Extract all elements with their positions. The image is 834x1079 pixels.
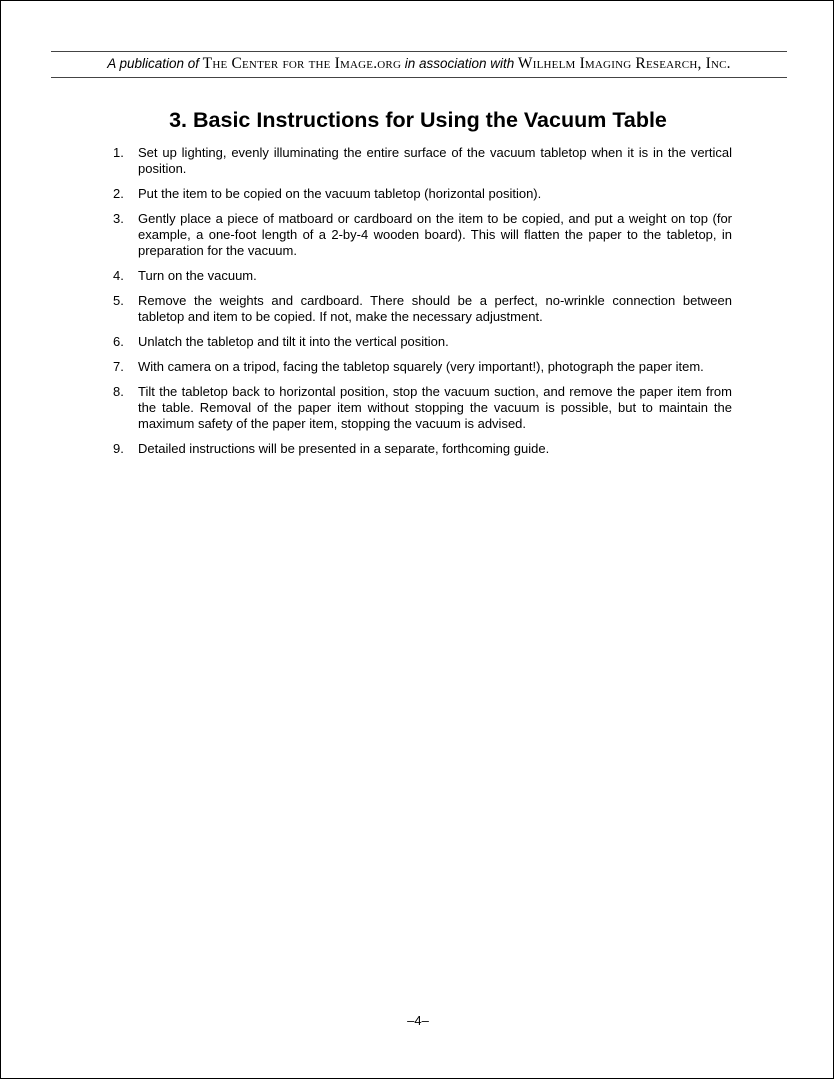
step-text: Put the item to be copied on the vacuum tabletop (horizontal position). [138,186,542,201]
step-text: Detailed instructions will be presented in a separate, forthcoming guide. [138,441,550,456]
header-prefix: A publication of [107,56,200,71]
list-item [105,211,732,259]
list-item [105,441,732,457]
step-number: 2. [113,186,124,201]
list-item [105,359,732,375]
header-org-center-for-image: The Center for the Image.org [202,55,402,72]
list-item [105,145,732,177]
step-number: 7. [113,359,124,374]
step-text: Turn on the vacuum. [138,268,257,283]
instruction-list [105,145,732,466]
step-text: Tilt the tabletop back to horizontal position, stop the vacuum suction, and remove the paper item from the table. Removal of the paper item without stopping the vacuum is possible, but to maintain the maximum safety of the paper item, stopping the vacuum is advised. [138,384,732,431]
step-text: Unlatch the tabletop and tilt it into the vertical position. [138,334,449,349]
header-org-wilhelm: Wilhelm Imaging Research, Inc. [517,55,731,72]
header-rule-bottom [51,77,787,78]
list-item [105,186,732,202]
step-number: 8. [113,384,124,399]
step-number: 5. [113,293,124,308]
list-item [105,268,732,284]
section-title: 3. Basic Instructions for Using the Vacuum Table [169,108,667,132]
step-text: Remove the weights and cardboard. There should be a perfect, no-wrinkle connection between tabletop and item to be copied. If not, make the necessary adjustment. [138,293,732,324]
step-number: 6. [113,334,124,349]
step-text: With camera on a tripod, facing the tabletop squarely (very important!), photograph the paper item. [138,359,704,374]
step-number: 4. [113,268,124,283]
publication-header [51,55,787,73]
list-item [105,334,732,350]
step-number: 9. [113,441,124,456]
step-number: 1. [113,145,124,160]
page-number: –4– [407,1013,429,1028]
list-item [105,293,732,325]
header-rule-top [51,51,787,52]
step-text: Gently place a piece of matboard or cardboard on the item to be copied, and put a weight on top (for example, a one-foot length of a 2-by-4 wooden board). This will flatten the paper to the tabletop, in preparation for the vacuum. [138,211,732,258]
step-text: Set up lighting, evenly illuminating the entire surface of the vacuum tabletop when it is in the vertical position. [138,145,732,176]
step-number: 3. [113,211,124,226]
list-item [105,384,732,432]
header-middle: in association with [404,56,515,71]
